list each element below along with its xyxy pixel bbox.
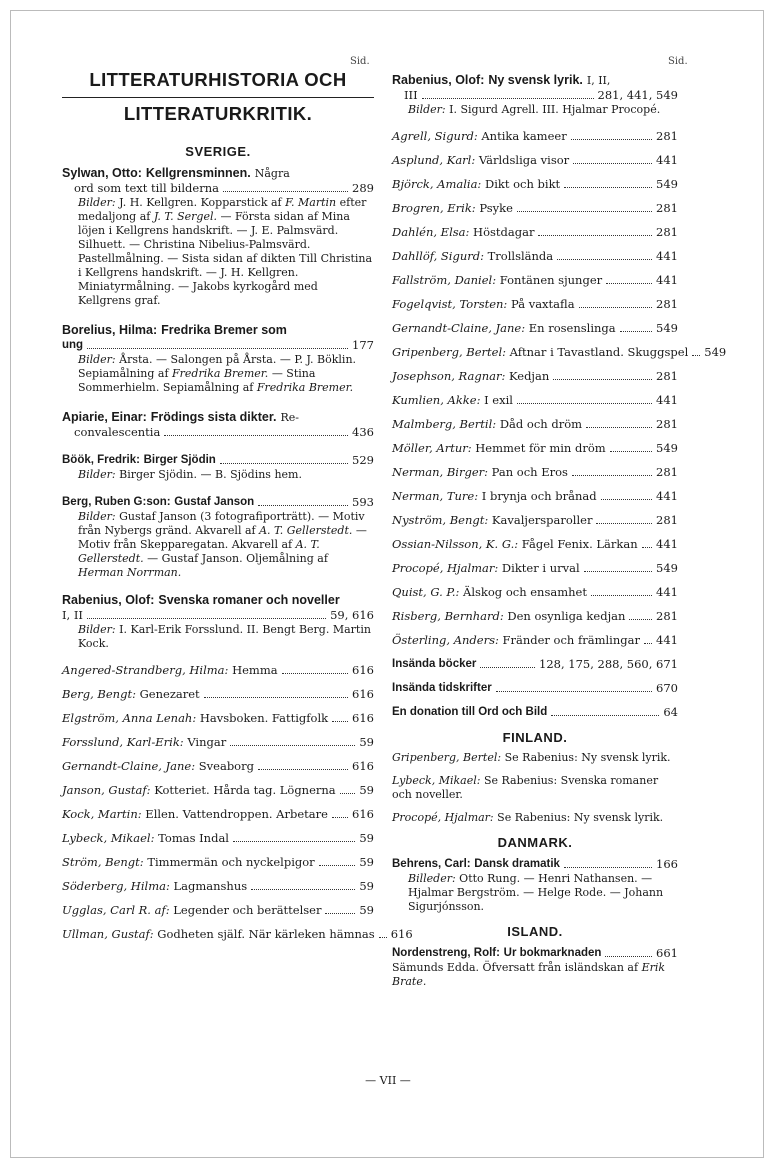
reviewed-works-list-right	[392, 129, 727, 648]
list-item: Björck, Amalia: Dikt och bikt 549	[392, 177, 678, 191]
entry-page: 436	[352, 425, 374, 439]
region-heading-finland: FINLAND.	[502, 730, 568, 745]
entry-illustrations: Bilder: Årsta. — Salongen på Årsta. — P. J. Böklin. Sepiamålning af Fredrika Bremer. — Stina Sommerhielm. Sepiamålning af Fredrika Bremer.	[78, 353, 357, 394]
entry-illustrations: Bilder: J. H. Kellgren. Kopparstick af F. Martin efter medaljong af J. T. Sergel. — Första sidan af Mina löjen i Kellgrens handskrift. — J. E. Palmsvärd. Silhuett. — Christina Nibelius-Palmsvärd. Pastellmålning. — Sista sidan af dikten Till Christina i Kellgrens handskrift. — J. H. Kellgren. Miniatyrmålning. — Jakobs kyrkogård med Kellgrens graf.	[78, 196, 373, 307]
entry-book	[62, 452, 374, 482]
list-item: Janson, Gustaf: Kotteriet. Hårda tag. Lögnerna 59	[62, 783, 374, 797]
list-item: Berg, Bengt: Genezaret 616	[62, 687, 374, 701]
list-item: Dahllöf, Sigurd: Trollslända 441	[392, 249, 678, 263]
region-heading-danmark: DANMARK.	[497, 835, 573, 850]
entry-illustrations: Bilder: Gustaf Janson (3 fotografiporträtt). — Motiv från Nybergs gränd. Akvarell af A. T. Gellerstedt. — Motiv från Skepparegatan. Akvarell af A. T. Gellerstedt. — Gustaf Janson. Oljemålning af Herman Norrman.	[78, 510, 367, 579]
list-item: Söderberg, Hilma: Lagmanshus 59	[62, 879, 374, 893]
entry-author: Borelius, Hilma:	[62, 323, 158, 337]
entry-behrens: Behrens, Carl: Dansk dramatik 166 Billeder: Otto Rung. — Henri Nathansen. — Hjalmar Bergström. — Helge Rode. — Johann Sigurjónsson.	[392, 857, 678, 913]
list-item: Brogren, Erik: Psyke 281	[392, 201, 678, 215]
entry-author: Berg, Ruben G:son:	[62, 496, 171, 508]
entry-work: Fredrika Bremer som	[161, 323, 287, 337]
entry-description: Sämunds Edda. Öfversatt från isländskan af Erik Brate.	[392, 961, 666, 988]
list-item: Procopé, Hjalmar: Se Rabenius: Ny svensk lyrik.	[392, 811, 664, 824]
entry-rabenius-lyrik	[392, 72, 678, 117]
insanda-tidskrifter: Insända tidskrifter 670	[392, 681, 678, 695]
left-column	[62, 52, 413, 951]
entry-work-cont: convalescentia	[74, 425, 161, 439]
entry-work: Kellgrensminnen.	[145, 166, 251, 180]
entry-work: Ny svensk lyrik.	[488, 73, 583, 87]
list-item: Dahlén, Elsa: Höstdagar 281	[392, 225, 678, 239]
entry-work: Birger Sjödin	[143, 454, 216, 466]
entry-illustrations: Billeder: Otto Rung. — Henri Nathansen. — Hjalmar Bergström. — Helge Rode. — Johann Sigurjónsson.	[408, 872, 664, 913]
section-title-line1: LITTERATURHISTORIA OCH	[89, 69, 347, 90]
entry-page: 593	[352, 495, 374, 509]
region-heading-sverige: SVERIGE.	[185, 144, 251, 159]
list-item: Forsslund, Karl-Erik: Vingar 59	[62, 735, 374, 749]
entry-berg	[62, 494, 374, 580]
entry-work-cont: ord som text till bilderna	[74, 181, 219, 195]
list-item: Nerman, Ture: I brynja och brånad 441	[392, 489, 678, 503]
entry-page: 281, 441, 549	[597, 88, 678, 102]
list-item: Lybeck, Mikael: Se Rabenius: Svenska romaner och noveller.	[392, 774, 659, 801]
list-item: Nyström, Bengt: Kavaljersparoller 281	[392, 513, 678, 527]
list-item: Gernandt-Claine, Jane: En rosenslinga 549	[392, 321, 678, 335]
section-title-line2: LITTERATURKRITIK.	[123, 103, 313, 124]
list-item: Ossian-Nilsson, K. G.: Fågel Fenix. Lärkan 441	[392, 537, 678, 551]
list-item: Kumlien, Akke: I exil 441	[392, 393, 678, 407]
entry-borelius	[62, 322, 374, 395]
entry-work: Gustaf Janson	[174, 496, 255, 508]
entry-work-rest: Re-	[280, 411, 299, 424]
entry-illustrations: Bilder: I. Karl-Erik Forsslund. II. Bengt Berg. Martin Kock.	[78, 623, 371, 650]
entry-illustrations: Bilder: I. Sigurd Agrell. III. Hjalmar Procopé.	[408, 103, 661, 116]
page-column-label-right: Sid.	[668, 56, 688, 67]
entry-author: Böök, Fredrik:	[62, 454, 140, 466]
entry-author: Apiarie, Einar:	[62, 410, 147, 424]
list-item: Fogelqvist, Torsten: På vaxtafla 281	[392, 297, 678, 311]
entry-sylwan	[62, 165, 374, 308]
entry-page: 529	[352, 453, 374, 467]
list-item: Gripenberg, Bertel: Aftnar i Tavastland. Skuggspel 549	[392, 345, 727, 359]
entry-work-cont: I, II	[62, 608, 83, 622]
region-heading-island: ISLAND.	[507, 924, 563, 939]
entry-rabenius-romaner	[62, 592, 374, 651]
entry-work-rest: I, II,	[586, 74, 611, 87]
list-item: Angered-Strandberg, Hilma: Hemma 616	[62, 663, 374, 677]
list-item: Agrell, Sigurd: Antika kameer 281	[392, 129, 678, 143]
list-item: Quist, G. P.: Älskog och ensamhet 441	[392, 585, 678, 599]
entry-work-cont: III	[404, 88, 418, 102]
title-rule	[62, 97, 374, 98]
entry-page: 289	[352, 181, 374, 195]
list-item: Ström, Bengt: Timmermän och nyckelpigor 59	[62, 855, 374, 869]
list-item: Ugglas, Carl R. af: Legender och berättelser 59	[62, 903, 374, 917]
list-item: Kock, Martin: Ellen. Vattendroppen. Arbetare 616	[62, 807, 374, 821]
entry-page: 59, 616	[330, 608, 374, 622]
entry-author: Sylwan, Otto:	[62, 166, 142, 180]
entry-nordenstreng: Nordenstreng, Rolf: Ur bokmarknaden 661 Sämunds Edda. Öfversatt från isländskan af Erik Brate.	[392, 946, 678, 988]
entry-page: 177	[352, 338, 374, 352]
entry-author: Rabenius, Olof:	[392, 73, 485, 87]
entry-work: Frödings sista dikter.	[150, 410, 277, 424]
right-column	[392, 72, 727, 999]
entry-illustrations: Bilder: Birger Sjödin. — B. Sjödins hem.	[78, 468, 302, 481]
list-item: Gernandt-Claine, Jane: Sveaborg 616	[62, 759, 374, 773]
entry-work: Svenska romaner och noveller	[158, 593, 340, 607]
entry-work-rest: Några	[254, 167, 290, 180]
list-item: Österling, Anders: Fränder och främlingar 441	[392, 633, 678, 647]
list-item: Elgström, Anna Lenah: Havsboken. Fattigfolk 616	[62, 711, 374, 725]
entry-apiarie	[62, 409, 374, 440]
list-item: Gripenberg, Bertel: Se Rabenius: Ny svensk lyrik.	[392, 751, 671, 764]
insanda-bocker: Insända böcker 128, 175, 288, 560, 671	[392, 657, 678, 671]
list-item: Procopé, Hjalmar: Dikter i urval 549	[392, 561, 678, 575]
list-item: Josephson, Ragnar: Kedjan 281	[392, 369, 678, 383]
page-number: — VII —	[365, 1074, 411, 1087]
list-item: Fallström, Daniel: Fontänen sjunger 441	[392, 273, 678, 287]
donation: En donation till Ord och Bild 64	[392, 705, 678, 719]
entry-author: Rabenius, Olof:	[62, 593, 155, 607]
page-column-label-left: Sid.	[350, 56, 370, 67]
list-item: Möller, Artur: Hemmet för min dröm 549	[392, 441, 678, 455]
list-item: Nerman, Birger: Pan och Eros 281	[392, 465, 678, 479]
list-item: Malmberg, Bertil: Dåd och dröm 281	[392, 417, 678, 431]
list-item: Risberg, Bernhard: Den osynliga kedjan 281	[392, 609, 678, 623]
list-item: Asplund, Karl: Världsliga visor 441	[392, 153, 678, 167]
reviewed-works-list-left	[62, 663, 413, 942]
list-item: Ullman, Gustaf: Godheten själf. När kärleken hämnas 616	[62, 927, 413, 941]
entry-work-cont: ung	[62, 339, 84, 351]
list-item: Lybeck, Mikael: Tomas Indal 59	[62, 831, 374, 845]
